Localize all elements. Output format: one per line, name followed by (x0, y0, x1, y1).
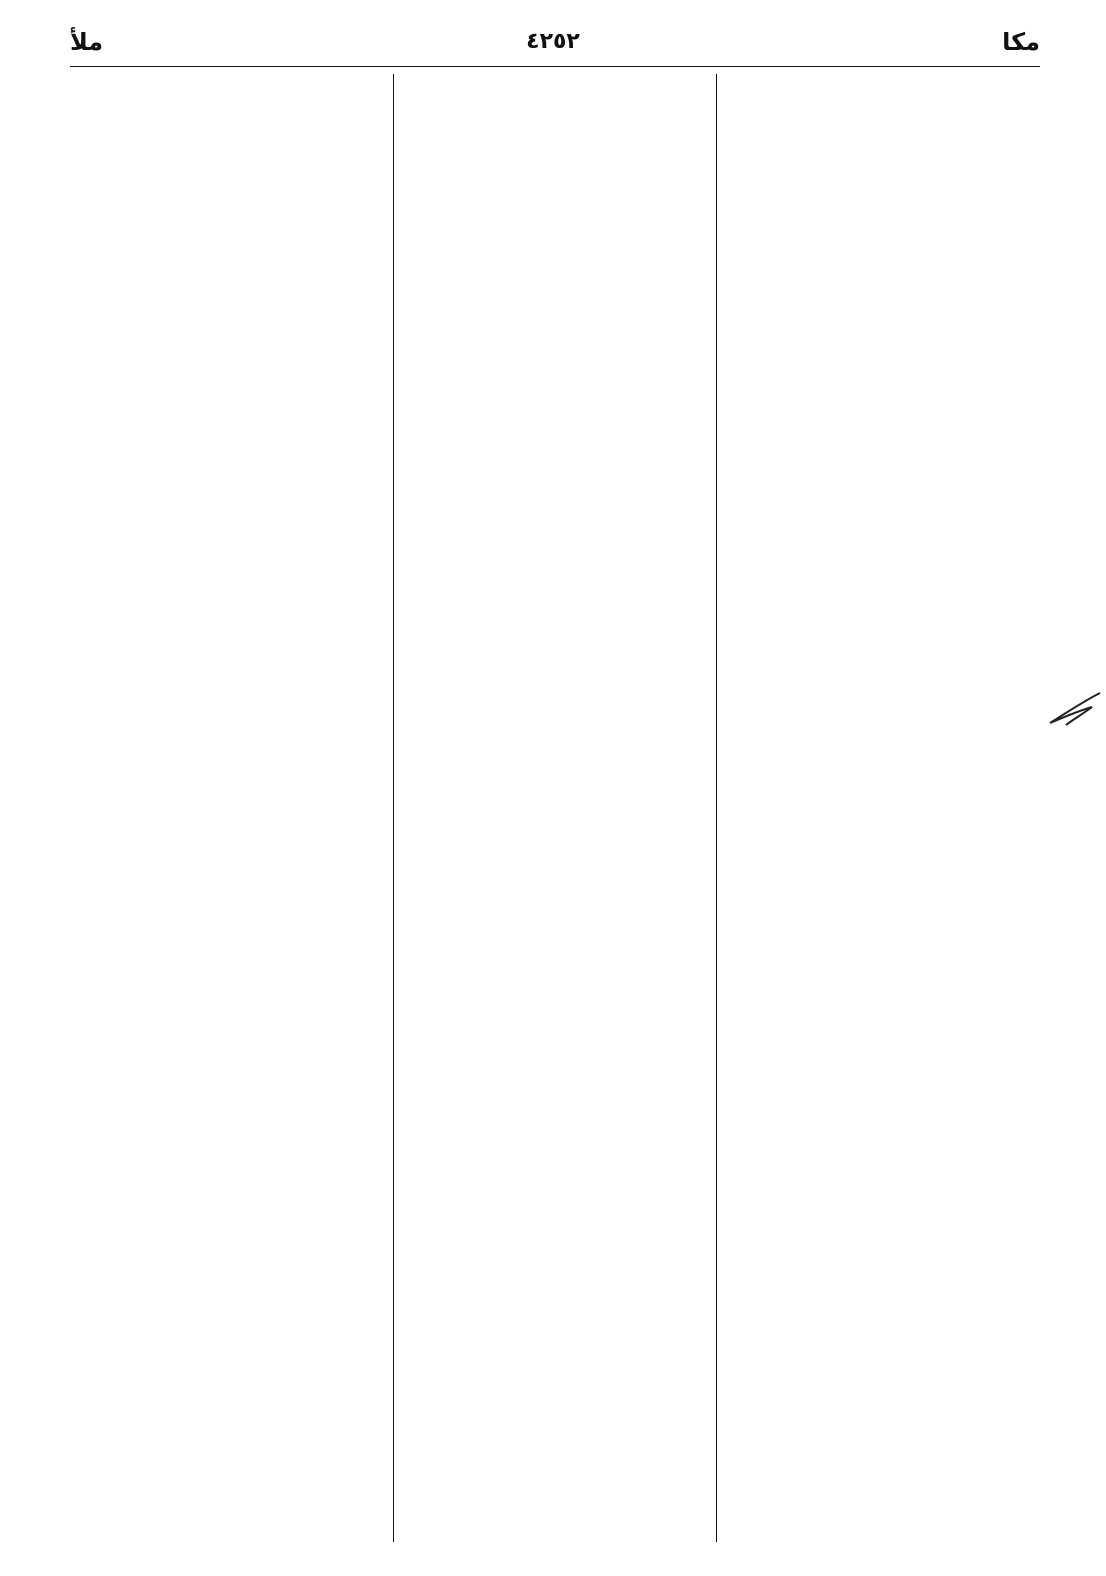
column-left (70, 74, 394, 1542)
text-columns (70, 74, 1040, 1542)
running-head-left: ملأ (70, 28, 104, 56)
header-rule (70, 66, 1040, 67)
page-number: ٤٢٥٢ (526, 29, 580, 54)
column-right (717, 74, 1040, 1542)
entry-pointer-mark (1044, 687, 1104, 731)
running-head-right: مكا (1002, 28, 1040, 56)
column-middle (394, 74, 718, 1542)
